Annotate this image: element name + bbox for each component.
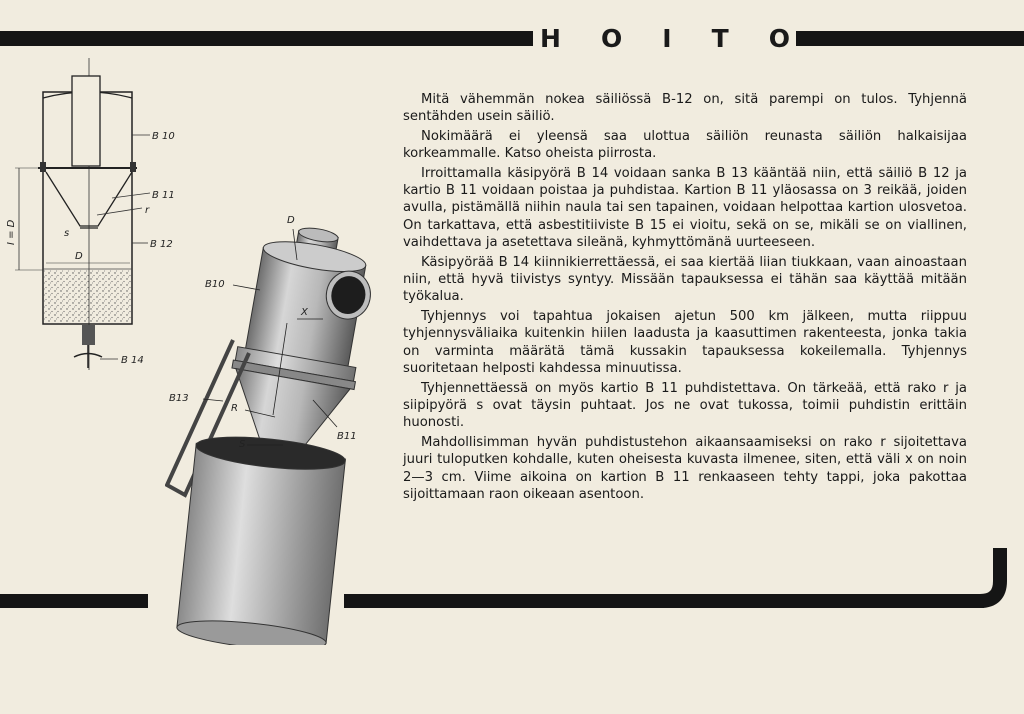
top-rule-right — [796, 31, 1024, 46]
heading-letter: O — [600, 23, 625, 53]
bottom-rule-right — [344, 594, 984, 608]
photo-label-b10: B10 — [205, 279, 225, 290]
paragraph: Mahdollisimman hyvän puhdistustehon aikaansaamiseksi on rako r sijoitettava juuri tuloputken kohdalle, kuten oheisesta kuvasta ilmenee, siten, että väli x on noin 2—3 cm. Viime aikoina on kartion B 11 renkaaseen tehty tappi, joka pakottaa sijoittamaan raon oikeaan asentoon. — [403, 434, 967, 502]
heading-letter: H — [540, 23, 563, 53]
paragraph: Käsipyörää B 14 kiinnikierrettäessä, ei saa kiertää liian tiukkaan, vaan ainoastaan niin, että hyvä tiivistys syntyy. Missään tapauksessa ei tähän saa käyttää mitään työkalua. — [403, 254, 967, 305]
paragraph: Mitä vähemmän nokea säiliössä B-12 on, sitä parempi on tulos. Tyhjennä sentähden usein säiliö. — [403, 92, 967, 125]
paragraph: Nokimäärä ei yleensä saa ulottua säiliön reunasta säiliön halkaisijaa korkeammalle. Katso oheista piirrosta. — [403, 128, 967, 162]
label-b11: B 11 — [152, 190, 175, 201]
photo-label-b13: B13 — [169, 393, 189, 404]
photo-label-r: R — [231, 403, 238, 414]
heading-letter: I — [662, 23, 674, 53]
label-b10: B 10 — [152, 131, 175, 142]
paragraph: Tyhjennettäessä on myös kartio B 11 puhdistettava. On tärkeää, että rako r ja siipipyörä s ovat täysin puhtaat. Jos ne ovat tukossa, toimii puhdistin erittäin huonosti. — [403, 380, 967, 431]
paragraph: Irroittamalla käsipyörä B 14 voidaan sanka B 13 kääntää niin, että säiliö B 12 ja kartio B 11 voidaan poistaa ja puhdistaa. Kartion B 11 yläosassa on 3 reikää, joiden avulla, pistämällä niihin naula tai sen tapainen, voidaan helpottaa kartion ulosvetoa. On tarkattava, että asbestitiiviste B 15 ei vioitu, sekä on se, mikäli se on viallinen, vaihdettava ja asetettava sileänä, kyhmyttömänä uurteeseen. — [403, 165, 967, 251]
top-rule-left — [0, 31, 533, 46]
label-r: r — [145, 205, 150, 216]
cleaner-photo — [165, 205, 385, 645]
photo-label-x: X — [301, 307, 308, 318]
bottom-rule-left — [0, 594, 148, 608]
photo-label-d: D — [287, 215, 295, 226]
label-b12: B 12 — [150, 239, 173, 250]
label-b14: B 14 — [121, 355, 144, 366]
section-heading — [540, 22, 792, 54]
heading-letter: O — [768, 23, 792, 53]
paragraph: Tyhjennys voi tapahtua jokaisen ajetun 500 km jälkeen, mutta riippuu tyhjennysväliaika kuitenkin hiilen laadusta ja kaasuttimen rakenteesta, jonka takia on varminta määrätä tämä kussakin tapauksessa kokeilemalla. Tyhjennys suoritetaan helposti kahdessa minuutissa. — [403, 308, 967, 377]
body-text — [403, 91, 967, 505]
photo-label-s: S — [239, 439, 246, 450]
label-s: s — [64, 228, 70, 239]
label-d-dimension: D — [75, 251, 83, 262]
photo-label-b11: B11 — [337, 431, 357, 442]
heading-letter: T — [711, 23, 731, 53]
label-height-dimension: I = D — [6, 219, 17, 245]
